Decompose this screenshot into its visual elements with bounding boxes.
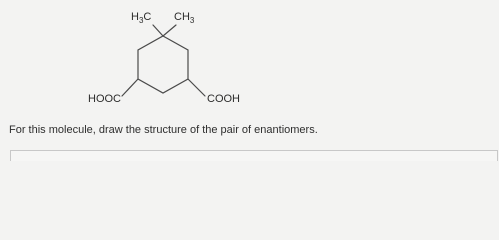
- methyl-label-right: $CH_3$: [174, 11, 195, 25]
- methyl-label-left: $H_3C$: [131, 11, 152, 25]
- cooh-label-left: HOOC: [88, 93, 121, 105]
- cooh-bond-right: [188, 79, 205, 96]
- cooh-label-right: COOH: [207, 93, 240, 105]
- question-text: For this molecule, draw the structure of the pair of enantiomers.: [9, 124, 318, 136]
- cyclohexane-ring: [138, 36, 188, 93]
- methyl-bond-left: [153, 25, 163, 36]
- answer-area[interactable]: [10, 150, 498, 161]
- cooh-bond-left: [122, 79, 138, 96]
- methyl-bond-right: [163, 25, 176, 36]
